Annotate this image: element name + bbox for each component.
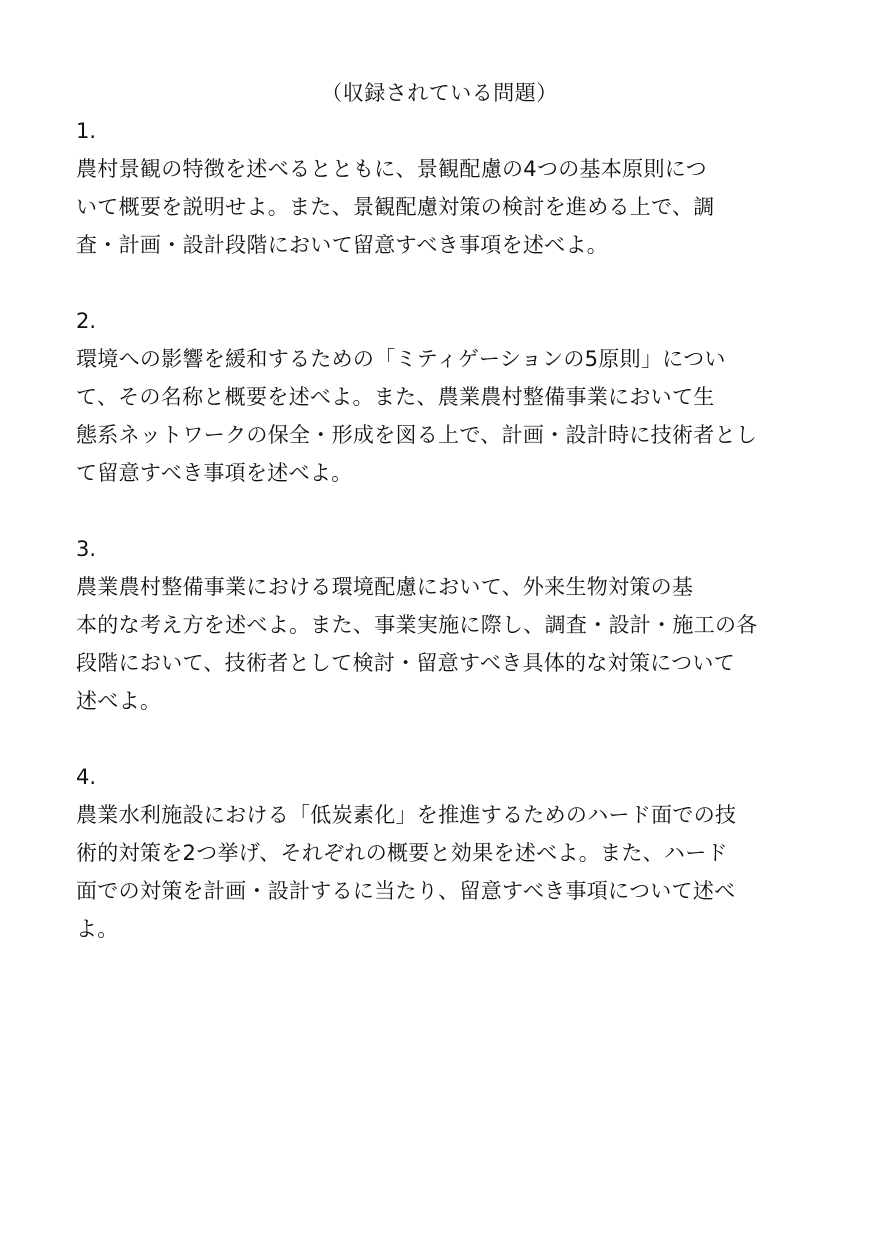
problem-text-line: 術的対策を2つ挙げ、それぞれの概要と効果を述べよ。また、ハード [76,841,728,865]
problem-text [76,150,803,264]
problem-text-line: 環境への影響を緩和するための「ミティゲーションの5原則」につい [76,347,726,371]
problem-1 [76,112,803,264]
problem-text-line: 面での対策を計画・設計するに当たり、留意すべき事項について述べ [76,879,736,903]
problem-text-line: 農業農村整備事業における環境配慮において、外来生物対策の基 [76,575,694,599]
problem-text-line: 態系ネットワークの保全・形成を図る上で、計画・設計時に技術者とし [76,423,758,447]
problem-number: 2. [76,309,97,333]
problem-4 [76,758,803,948]
problem-number: 1. [76,119,97,143]
problem-text-line: 本的な考え方を述べよ。また、事業実施に際し、調査・設計・施工の各 [76,613,758,637]
problem-number: 4. [76,765,97,789]
problem-text [76,796,803,948]
problem-text-line: 農村景観の特徴を述べるとともに、景観配慮の4つの基本原則につ [76,157,707,181]
problem-number: 3. [76,537,97,561]
problem-2 [76,302,803,492]
problem-text-line: て、その名称と概要を述べよ。また、農業農村整備事業において生 [76,385,715,409]
problem-text-line: 農業水利施設における「低炭素化」を推進するためのハード面での技 [76,803,737,827]
problem-3 [76,530,803,720]
problem-text [76,568,803,720]
problem-text [76,340,803,492]
problem-text-line: て留意すべき事項を述べよ。 [76,461,353,485]
document-title: （収録されている問題） [321,81,558,105]
problem-text-line: 段階において、技術者として検討・留意すべき具体的な対策について [76,651,736,675]
problem-text-line: 査・計画・設計段階において留意すべき事項を述べよ。 [76,233,609,257]
problem-text-line: よ。 [76,917,119,941]
problem-text-line: いて概要を説明せよ。また、景観配慮対策の検討を進める上で、調 [76,195,715,219]
problem-text-line: 述べよ。 [76,689,162,713]
